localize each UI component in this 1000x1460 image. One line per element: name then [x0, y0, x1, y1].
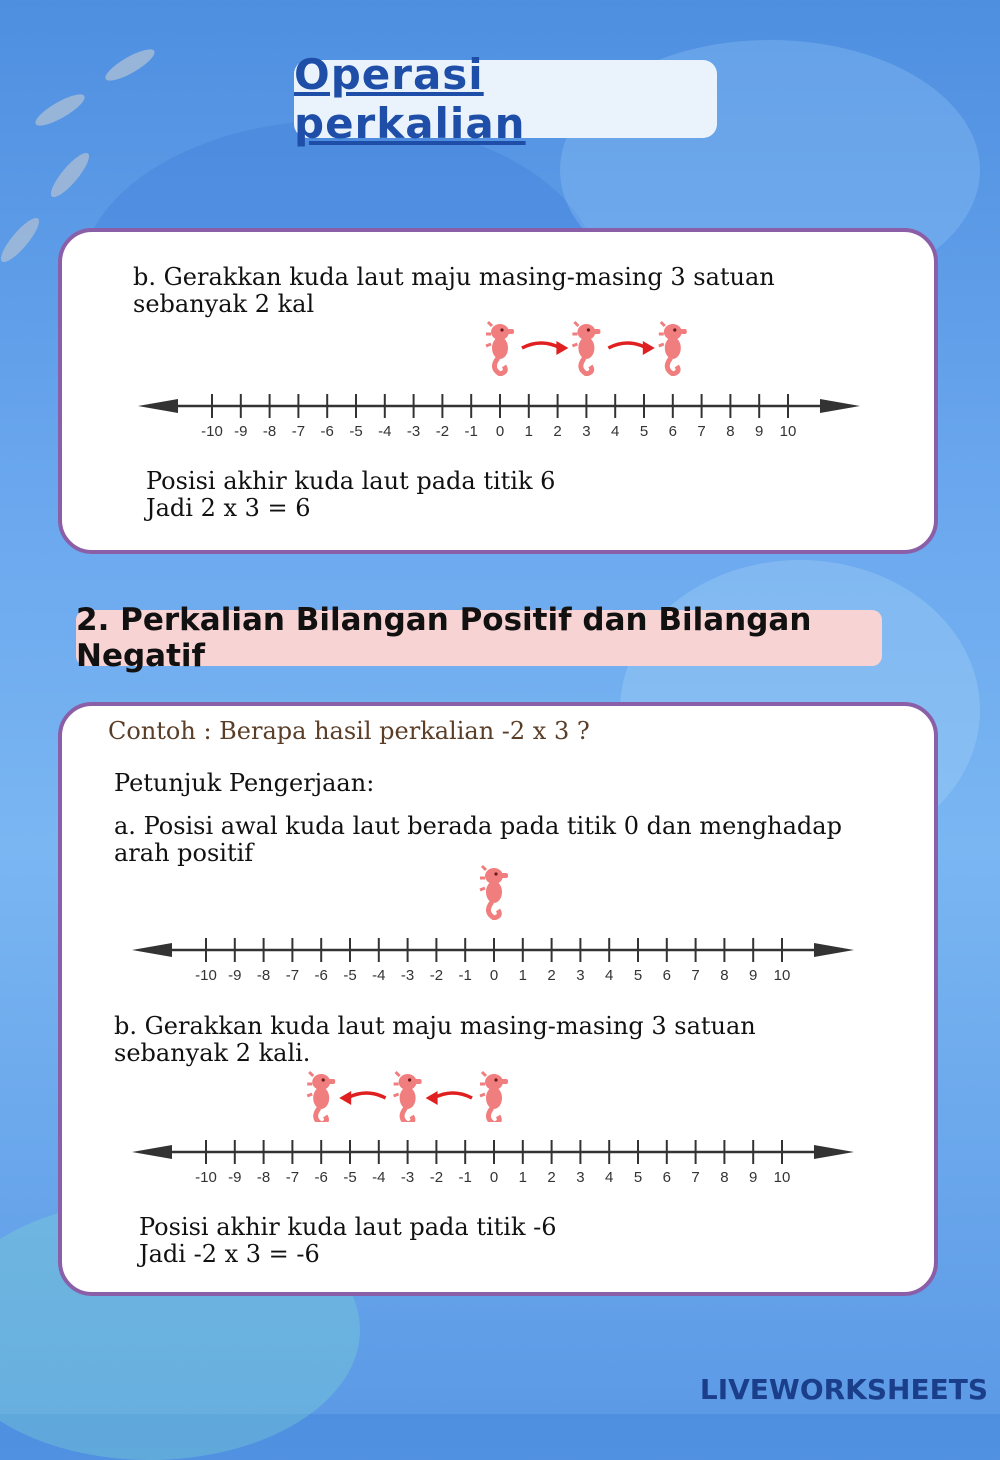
tick-label: -2	[429, 967, 444, 984]
left-arrowhead	[138, 399, 178, 413]
panel1-instruction-line2: sebanyak 2 kal	[133, 290, 315, 318]
tick-label: 8	[720, 967, 729, 984]
seahorse-icon	[480, 866, 508, 918]
tick-label: 10	[773, 967, 791, 984]
tick-label: -6	[314, 967, 328, 984]
tick-label: 6	[662, 967, 671, 984]
seahorse-icon	[394, 1072, 422, 1124]
tick-label: 2	[553, 423, 562, 440]
tick-label: -2	[429, 1169, 444, 1186]
tick-label: -6	[314, 1169, 328, 1186]
number-line-3	[114, 1122, 874, 1192]
seahorse-icon	[659, 322, 687, 374]
tick-label: -4	[378, 423, 392, 440]
tick-label: 3	[576, 1169, 585, 1186]
tick-label: 5	[639, 423, 649, 440]
panel2-result-line1: Posisi akhir kuda laut pada titik -6	[139, 1213, 557, 1241]
left-arrowhead	[132, 943, 172, 957]
number-line-2	[114, 920, 874, 984]
tick-label: -8	[256, 967, 271, 984]
tick-label: 10	[779, 423, 797, 440]
tick-label: 7	[697, 423, 706, 440]
seahorse-group-1	[120, 318, 880, 378]
step-b-line2: sebanyak 2 kali.	[114, 1039, 311, 1067]
section-heading: 2. Perkalian Bilangan Positif dan Bilangan Negatif	[76, 602, 812, 674]
seahorse-group-3	[114, 1068, 874, 1128]
panel1-result-line1: Posisi akhir kuda laut pada titik 6	[146, 467, 556, 495]
tick-label: -1	[458, 1169, 472, 1186]
tick-label: 5	[633, 1169, 643, 1186]
panel1-result-line2: Jadi 2 x 3 = 6	[146, 494, 311, 522]
tick-label: 4	[605, 1169, 614, 1186]
tick-label: -9	[228, 1169, 242, 1186]
right-arrowhead	[820, 399, 860, 413]
tick-label: -7	[291, 423, 306, 440]
panel2-result-line2: Jadi -2 x 3 = -6	[139, 1240, 320, 1268]
instructions-heading: Petunjuk Pengerjaan:	[114, 769, 375, 797]
tick-label: 7	[691, 1169, 700, 1186]
panel1-instruction-line1: b. Gerakkan kuda laut maju masing-masing 3 satuan	[133, 263, 775, 291]
title-box	[294, 50, 717, 148]
tick-label: -4	[372, 1169, 386, 1186]
tick-label: -7	[285, 967, 300, 984]
tick-label: -8	[256, 1169, 271, 1186]
tick-label: -1	[464, 423, 478, 440]
tick-label: -8	[262, 423, 277, 440]
tick-label: -3	[400, 1169, 415, 1186]
tick-label: 7	[691, 967, 700, 984]
tick-label: 0	[495, 423, 505, 440]
left-arrowhead	[132, 1145, 172, 1159]
tick-label: 2	[547, 967, 556, 984]
move-arrow	[426, 1091, 472, 1105]
tick-label: 2	[547, 1169, 556, 1186]
tick-label: -3	[406, 423, 421, 440]
example-question: Contoh : Berapa hasil perkalian -2 x 3 ?	[108, 717, 590, 745]
tick-label: -9	[228, 967, 242, 984]
tick-label: 6	[662, 1169, 671, 1186]
right-arrowhead	[814, 1145, 854, 1159]
number-line-1	[120, 376, 880, 446]
section-heading-box	[76, 602, 882, 674]
tick-label: -2	[435, 423, 450, 440]
tick-label: 3	[582, 423, 591, 440]
tick-label: 4	[611, 423, 620, 440]
tick-label: 8	[720, 1169, 729, 1186]
tick-label: 6	[668, 423, 677, 440]
tick-label: 1	[518, 967, 527, 984]
tick-label: -9	[234, 423, 248, 440]
tick-label: -5	[343, 967, 357, 984]
tick-label: 4	[605, 967, 614, 984]
tick-label: 3	[576, 967, 585, 984]
tick-label: 9	[749, 967, 758, 984]
seahorse-icon	[486, 322, 514, 374]
tick-label: 0	[489, 967, 499, 984]
step-b-line1: b. Gerakkan kuda laut maju masing-masing 3 satuan	[114, 1012, 756, 1040]
tick-label: 9	[755, 423, 764, 440]
seahorse-icon	[572, 322, 600, 374]
step-a-line1: a. Posisi awal kuda laut berada pada titik 0 dan menghadap	[114, 812, 842, 840]
tick-label: -4	[372, 967, 386, 984]
step-a-line2: arah positif	[114, 839, 254, 867]
move-arrow	[522, 341, 568, 355]
tick-label: -3	[400, 967, 415, 984]
tick-label: 1	[518, 1169, 527, 1186]
tick-label: -1	[458, 967, 472, 984]
seahorse-group-2	[114, 862, 874, 922]
tick-label: -10	[195, 967, 217, 984]
brand-logo: LIVEWORKSHEETS	[699, 1373, 988, 1406]
tick-label: 9	[749, 1169, 758, 1186]
seahorse-icon	[307, 1072, 335, 1124]
move-arrow	[339, 1091, 385, 1105]
tick-label: -10	[201, 423, 223, 440]
tick-label: -7	[285, 1169, 300, 1186]
move-arrow	[608, 341, 654, 355]
right-arrowhead	[814, 943, 854, 957]
tick-label: 8	[726, 423, 735, 440]
tick-label: -6	[320, 423, 334, 440]
tick-label: -10	[195, 1169, 217, 1186]
tick-label: 1	[524, 423, 533, 440]
tick-label: 0	[489, 1169, 499, 1186]
tick-label: 5	[633, 967, 643, 984]
page-title: Operasi perkalian	[294, 50, 526, 148]
tick-label: -5	[349, 423, 363, 440]
tick-label: 10	[773, 1169, 791, 1186]
seahorse-icon	[480, 1072, 508, 1124]
tick-label: -5	[343, 1169, 357, 1186]
